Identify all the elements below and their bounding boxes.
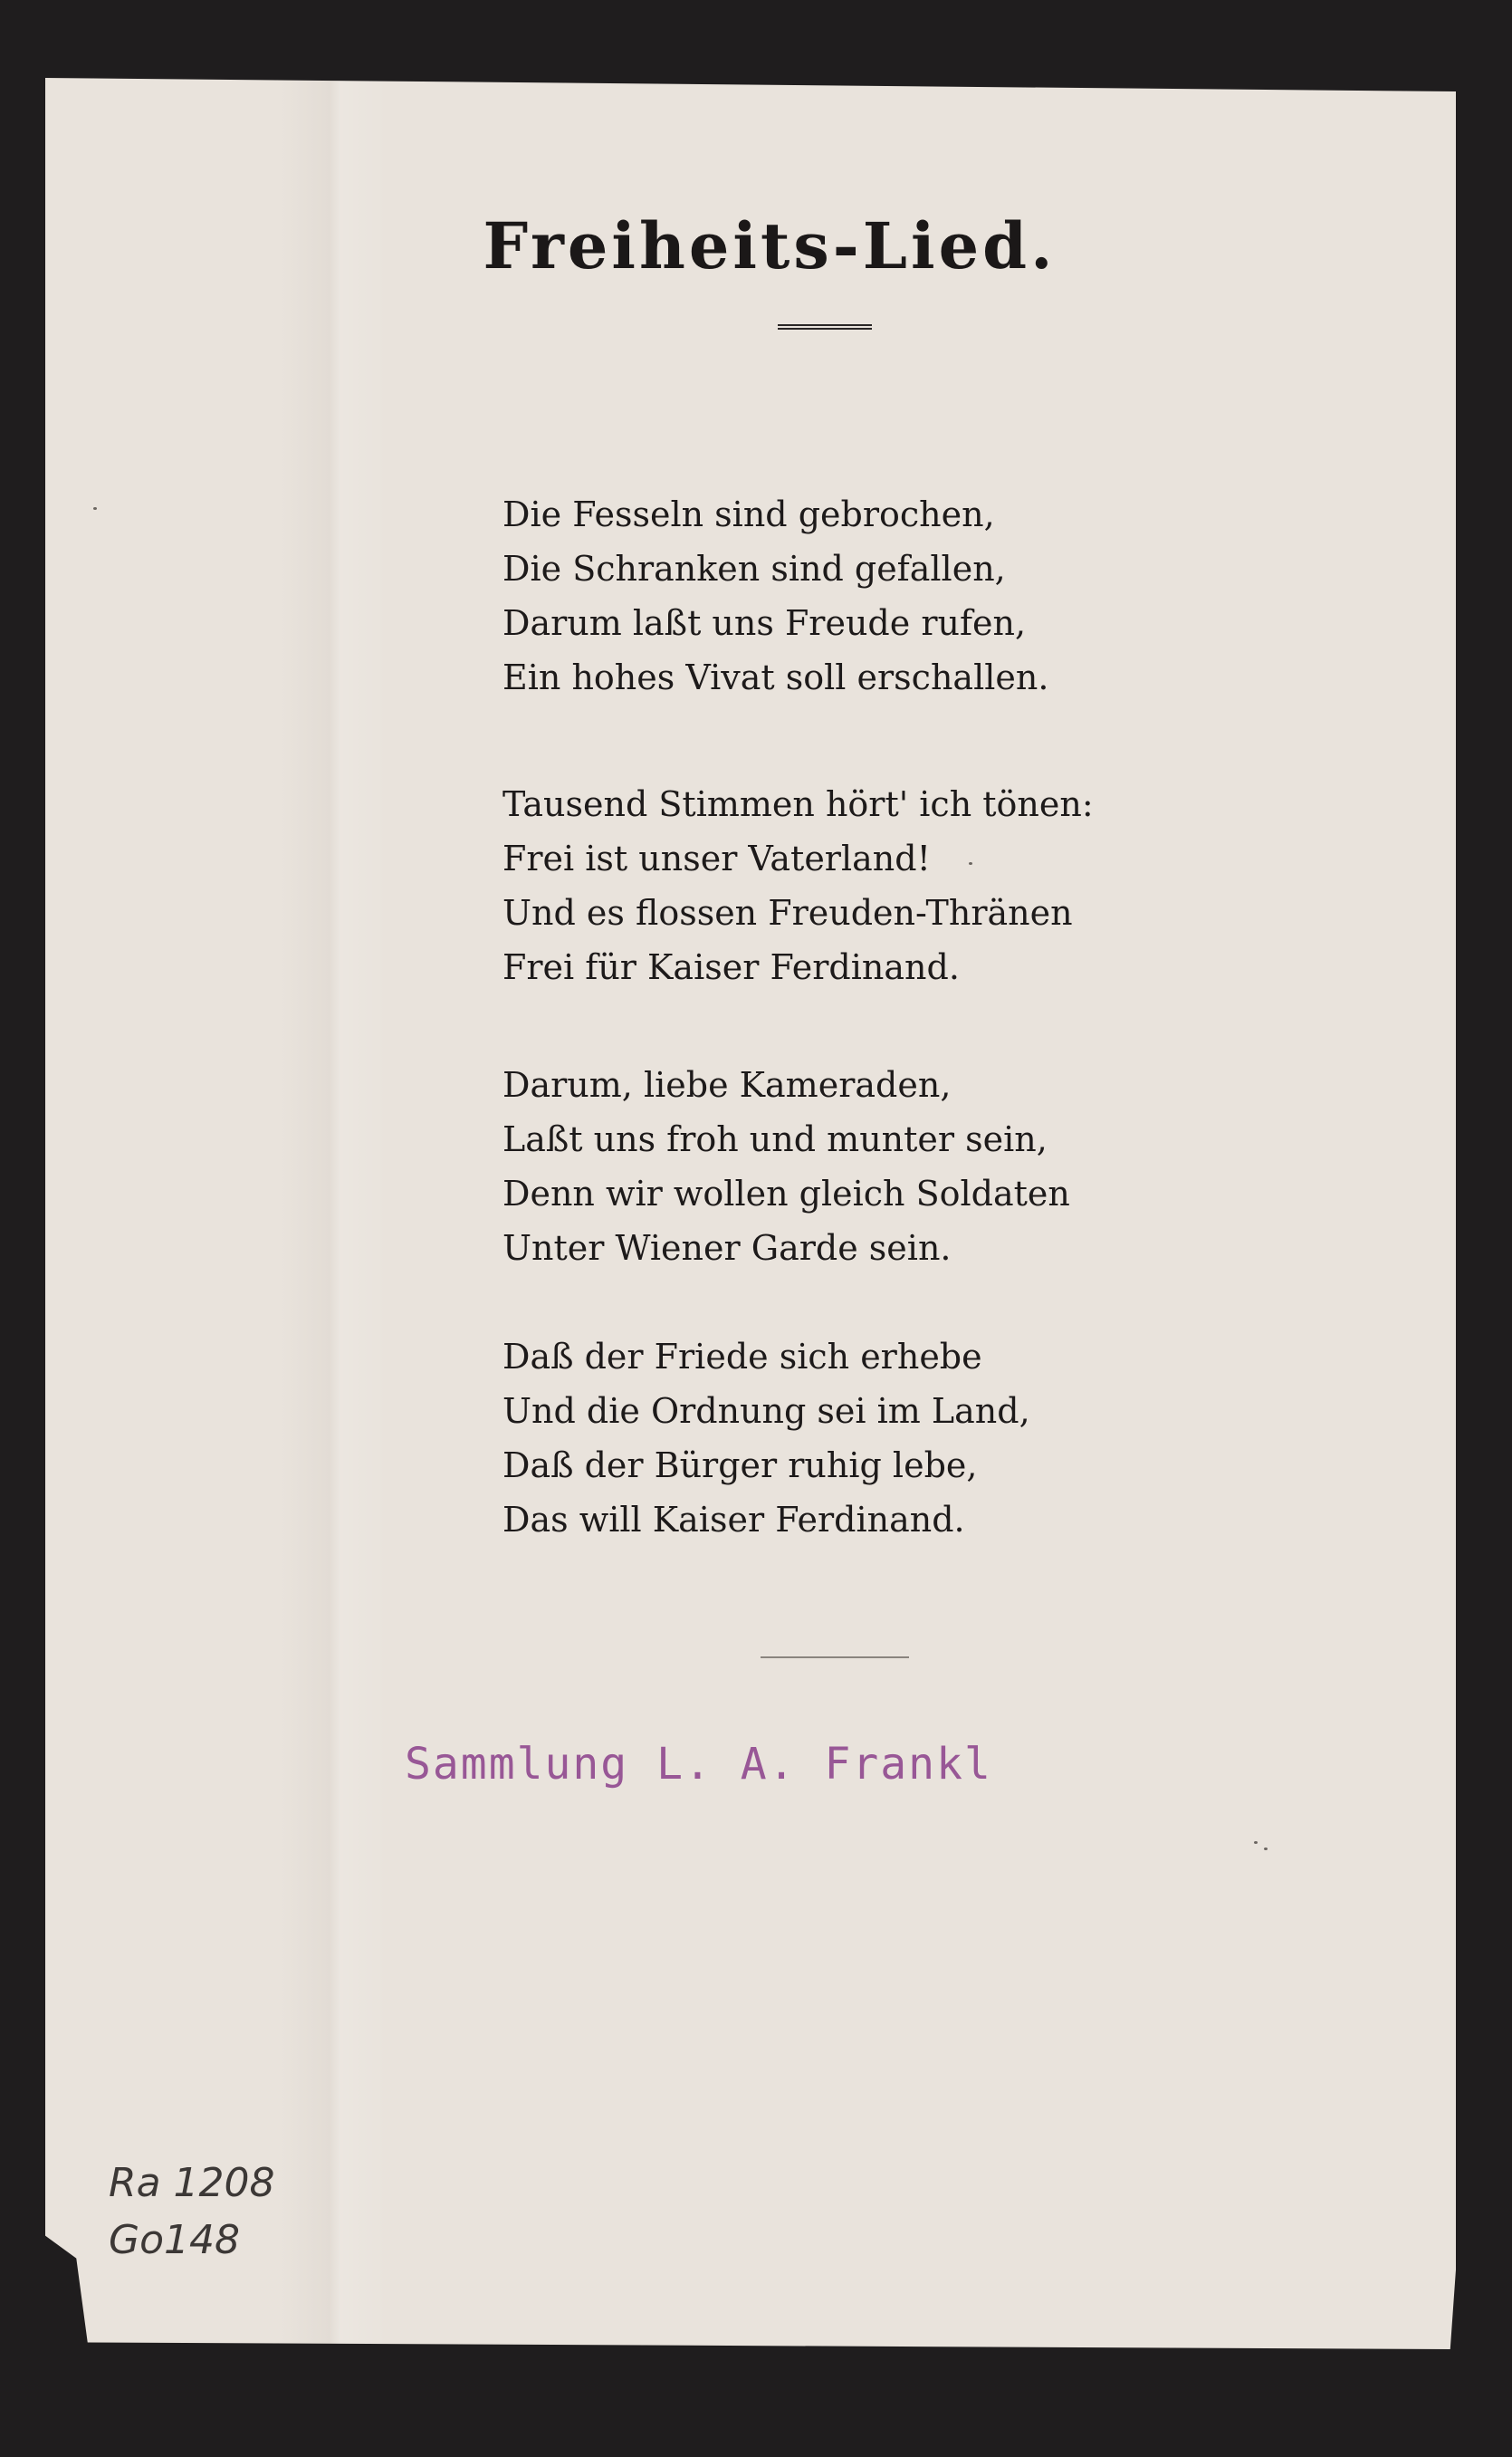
paper-speck (93, 507, 97, 510)
collection-stamp: Sammlung L. A. Frankl (405, 1739, 992, 1790)
paper-fold-shadow (281, 78, 389, 2349)
stanza-line: Frei für Kaiser Ferdinand. (502, 947, 960, 987)
stanza-line: Tausend Stimmen hört' ich tönen: (502, 784, 1094, 824)
stanza-line: Daß der Bürger ruhig lebe, (502, 1445, 978, 1485)
stanza-3 (502, 1058, 1317, 1275)
stanza-line: Ein hohes Vivat soll erschallen. (502, 657, 1049, 697)
stanza-1 (502, 487, 1317, 705)
shelfmark-2: Go148 (109, 2217, 240, 2263)
stanza-line: Laßt uns froh und munter sein, (502, 1119, 1048, 1159)
shelfmark-1: Ra 1208 (109, 2160, 275, 2206)
paper-speck (969, 862, 972, 865)
stanza-line: Denn wir wollen gleich Soldaten (502, 1174, 1070, 1214)
paper-speck (1264, 1848, 1268, 1850)
stanza-line: Unter Wiener Garde sein. (502, 1228, 952, 1268)
stanza-line: Darum, liebe Kameraden, (502, 1065, 952, 1105)
stanza-line: Das will Kaiser Ferdinand. (502, 1500, 965, 1540)
paper-speck (1254, 1841, 1258, 1844)
stanza-line: Und die Ordnung sei im Land, (502, 1391, 1030, 1431)
stanza-line: Daß der Friede sich erhebe (502, 1337, 982, 1377)
stanza-line: Die Fesseln sind gebrochen, (502, 494, 995, 534)
stanza-4 (502, 1329, 1317, 1547)
stanza-line: Die Schranken sind gefallen, (502, 549, 1006, 589)
stanza-line: Darum laßt uns Freude rufen, (502, 603, 1027, 643)
stanza-line: Und es flossen Freuden-Thränen (502, 893, 1073, 933)
stanza-2 (502, 777, 1317, 994)
closing-divider (761, 1656, 909, 1658)
stanza-line: Frei ist unser Vaterland! (502, 839, 931, 878)
document-title: Freiheits-Lied. (483, 208, 1057, 283)
title-divider (778, 324, 872, 330)
